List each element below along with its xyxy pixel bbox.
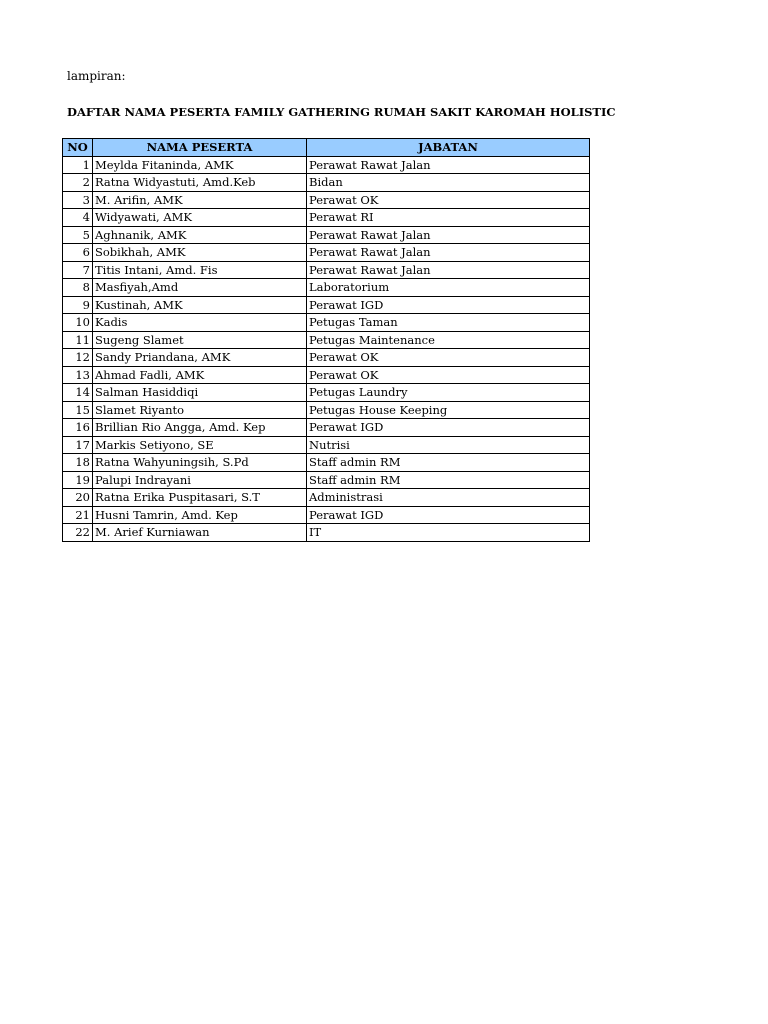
table-row — [63, 331, 590, 349]
cell-role: Perawat Rawat Jalan — [307, 244, 590, 262]
cell-name: Palupi Indrayani — [93, 471, 307, 489]
cell-no: 18 — [63, 454, 93, 472]
header-name: NAMA PESERTA — [93, 139, 307, 157]
table-row — [63, 174, 590, 192]
cell-no: 9 — [63, 296, 93, 314]
cell-no: 21 — [63, 506, 93, 524]
cell-name: Salman Hasiddiqi — [93, 384, 307, 402]
table-row — [63, 471, 590, 489]
table-body — [63, 156, 590, 541]
table-row — [63, 524, 590, 542]
table-row — [63, 226, 590, 244]
cell-name: Meylda Fitaninda, AMK — [93, 156, 307, 174]
cell-name: M. Arifin, AMK — [93, 191, 307, 209]
cell-name: Sandy Priandana, AMK — [93, 349, 307, 367]
cell-no: 13 — [63, 366, 93, 384]
cell-no: 12 — [63, 349, 93, 367]
cell-role: Perawat OK — [307, 366, 590, 384]
cell-no: 10 — [63, 314, 93, 332]
table-row — [63, 209, 590, 227]
table-row — [63, 156, 590, 174]
cell-role: Staff admin RM — [307, 471, 590, 489]
cell-no: 19 — [63, 471, 93, 489]
cell-role: Bidan — [307, 174, 590, 192]
cell-no: 11 — [63, 331, 93, 349]
cell-role: Petugas Laundry — [307, 384, 590, 402]
cell-no: 8 — [63, 279, 93, 297]
cell-name: Masfiyah,Amd — [93, 279, 307, 297]
table-row — [63, 296, 590, 314]
cell-name: Ratna Wahyuningsih, S.Pd — [93, 454, 307, 472]
cell-no: 20 — [63, 489, 93, 507]
cell-no: 3 — [63, 191, 93, 209]
cell-role: Perawat OK — [307, 191, 590, 209]
attachment-label: lampiran: — [67, 69, 126, 83]
cell-name: Brillian Rio Angga, Amd. Kep — [93, 419, 307, 437]
cell-role: Perawat OK — [307, 349, 590, 367]
cell-role: Staff admin RM — [307, 454, 590, 472]
cell-name: Slamet Riyanto — [93, 401, 307, 419]
cell-name: Ratna Erika Puspitasari, S.T — [93, 489, 307, 507]
cell-name: Aghnanik, AMK — [93, 226, 307, 244]
cell-name: Sobikhah, AMK — [93, 244, 307, 262]
cell-no: 1 — [63, 156, 93, 174]
participant-table — [62, 138, 590, 542]
cell-name: M. Arief Kurniawan — [93, 524, 307, 542]
cell-role: Nutrisi — [307, 436, 590, 454]
cell-name: Ratna Widyastuti, Amd.Keb — [93, 174, 307, 192]
cell-no: 14 — [63, 384, 93, 402]
table-header — [63, 139, 590, 157]
table-row — [63, 489, 590, 507]
cell-name: Sugeng Slamet — [93, 331, 307, 349]
cell-no: 22 — [63, 524, 93, 542]
cell-no: 6 — [63, 244, 93, 262]
header-row — [63, 139, 590, 157]
header-no: NO — [63, 139, 93, 157]
cell-name: Husni Tamrin, Amd. Kep — [93, 506, 307, 524]
table-row — [63, 419, 590, 437]
table-row — [63, 366, 590, 384]
cell-role: Petugas House Keeping — [307, 401, 590, 419]
table-row — [63, 349, 590, 367]
table-row — [63, 506, 590, 524]
header-role: JABATAN — [307, 139, 590, 157]
cell-role: Perawat RI — [307, 209, 590, 227]
cell-name: Markis Setiyono, SE — [93, 436, 307, 454]
cell-role: Laboratorium — [307, 279, 590, 297]
cell-no: 2 — [63, 174, 93, 192]
cell-role: Perawat Rawat Jalan — [307, 261, 590, 279]
cell-role: Perawat IGD — [307, 296, 590, 314]
document-title: DAFTAR NAMA PESERTA FAMILY GATHERING RUMAH SAKIT KAROMAH HOLISTIC — [67, 105, 616, 119]
cell-no: 4 — [63, 209, 93, 227]
table-row — [63, 454, 590, 472]
cell-name: Widyawati, AMK — [93, 209, 307, 227]
table-row — [63, 401, 590, 419]
cell-no: 7 — [63, 261, 93, 279]
table-row — [63, 279, 590, 297]
cell-role: Petugas Taman — [307, 314, 590, 332]
cell-name: Ahmad Fadli, AMK — [93, 366, 307, 384]
cell-no: 15 — [63, 401, 93, 419]
table-row — [63, 384, 590, 402]
cell-no: 5 — [63, 226, 93, 244]
cell-role: Administrasi — [307, 489, 590, 507]
cell-name: Kadis — [93, 314, 307, 332]
table-row — [63, 261, 590, 279]
cell-role: Petugas Maintenance — [307, 331, 590, 349]
table-row — [63, 191, 590, 209]
cell-name: Titis Intani, Amd. Fis — [93, 261, 307, 279]
cell-role: Perawat Rawat Jalan — [307, 156, 590, 174]
table-row — [63, 436, 590, 454]
table-row — [63, 244, 590, 262]
cell-role: Perawat IGD — [307, 419, 590, 437]
cell-role: Perawat IGD — [307, 506, 590, 524]
cell-name: Kustinah, AMK — [93, 296, 307, 314]
cell-no: 17 — [63, 436, 93, 454]
cell-role: IT — [307, 524, 590, 542]
table-row — [63, 314, 590, 332]
cell-no: 16 — [63, 419, 93, 437]
cell-role: Perawat Rawat Jalan — [307, 226, 590, 244]
